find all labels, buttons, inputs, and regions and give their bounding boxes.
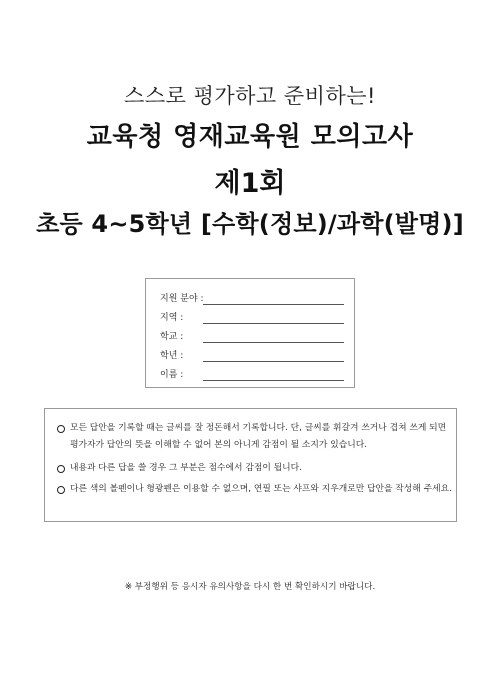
info-field-name[interactable] <box>160 367 344 383</box>
notice-item <box>57 485 452 519</box>
notice-text: 모든 답안을 기록할 때는 글씨를 잘 정돈해서 기록합니다. 단, 글씨를 휘갈겨 쓰거나 겹쳐 쓰게 되면 평가자가 답안의 뜻을 이해할 수 없어 본의 아니게 감점이 될 소지가 있습니다. <box>70 423 447 450</box>
cover-subtitle: 스스로 평가하고 준비하는! <box>124 84 376 108</box>
exam-round: 제1회 <box>214 168 286 199</box>
notice-text: 다른 색의 볼펜이나 형광펜은 이용할 수 없으며, 연필 또는 샤프와 지우개로만 답안을 작성해 주세요. <box>70 484 452 494</box>
info-field-line <box>203 380 344 381</box>
notice-text: 내용과 다른 답을 쓸 경우 그 부분은 점수에서 감점이 됩니다. <box>70 463 302 473</box>
notice-item <box>57 464 452 481</box>
info-field-label: 이름 : <box>160 370 184 380</box>
info-field-field[interactable] <box>160 291 344 307</box>
info-field-region[interactable] <box>160 310 344 326</box>
info-field-line <box>203 304 344 305</box>
info-field-label: 학교 : <box>160 332 184 342</box>
bullet-circle-icon <box>57 425 65 433</box>
cover-title: 교육청 영재교육원 모의고사 <box>86 122 414 152</box>
info-field-label: 학년 : <box>160 351 184 361</box>
info-field-grade[interactable] <box>160 348 344 364</box>
exam-grade-subject: 초등 4~5학년 [수학(정보)/과학(발명)] <box>36 210 464 238</box>
info-field-line <box>203 323 344 324</box>
notice-item <box>57 424 452 458</box>
footer-notice: ※ 부정행위 등 응시자 유의사항을 다시 한 번 확인하시기 바랍니다. <box>124 582 376 592</box>
info-field-line <box>203 342 344 343</box>
info-field-line <box>203 361 344 362</box>
applicant-info-box <box>145 278 355 388</box>
bullet-circle-icon <box>57 465 65 473</box>
info-field-label: 지원 분야 : <box>160 294 204 304</box>
info-field-school[interactable] <box>160 329 344 345</box>
bullet-circle-icon <box>57 486 65 494</box>
info-field-label: 지역 : <box>160 313 184 323</box>
notice-box <box>44 408 457 522</box>
